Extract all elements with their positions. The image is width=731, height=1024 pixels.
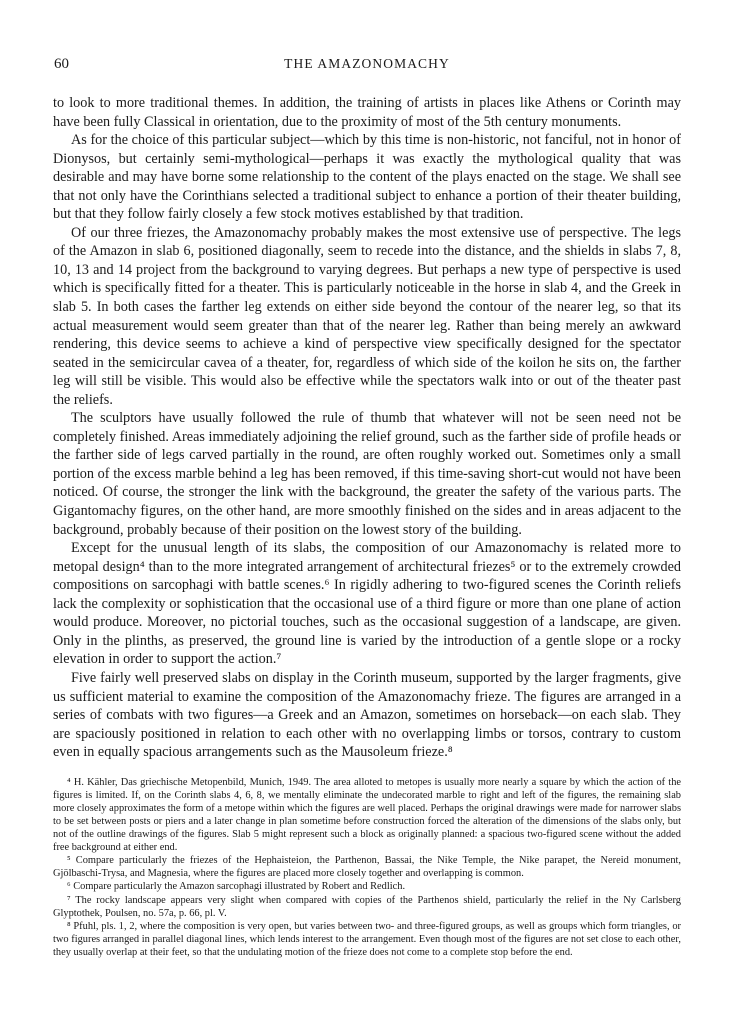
paragraph-perspective: Of our three friezes, the Amazonomachy probably makes the most extensive use of perspective. The legs of the Amazon in slab 6, positioned diagonally, seem to recede into the distance, and the shields in slabs 7, 8, 10, 13 and 14 project from the background to varying degrees. But perhaps a new type of perspective is used which is specifically fitted for a theater. This is particularly noticeable in the horse in slab 4, and the Greek in slab 5. In both cases the farther leg extends on either side beyond the contour of the nearer leg, so that its actual measurement would seem greater than that of the nearer leg. Rather than being merely an awkward rendering, this device seems to achieve a kind of perspective view specifically designed for the spectator seated in the semicircular cavea of a theater, for, regardless of which side of the koilon he sits on, the farther leg will still be visible. This would also be effective while the spectators walk into or out of the theater past the reliefs.	[53, 224, 681, 408]
footnote-8: ⁸ Pfuhl, pls. 1, 2, where the composition is very open, but varies between two- and three-figured groups, as well as groups which form triangles, or two figures arranged in parallel diagonal lines, which lends interest to the arrangement. Even though most of the figures are not set close to each other, they usually overlap at their feet, so that the undulating motion of the frieze does not come to a complete stop before the end.	[53, 920, 681, 958]
paragraph-finishing: The sculptors have usually followed the rule of thumb that whatever will not be seen need not be completely finished. Areas immediately adjoining the relief ground, such as the farther side of profile heads or the farther side of legs carved partially in the round, are often roughly worked out. Sometimes only a small portion of the excess marble behind a leg has been removed, if this time-saving short-cut would not have been noticed. Of course, the stronger the link with the background, the greater the safety of the various parts. The Gigantomachy figures, on the other hand, are more smoothly finished on the sides and in areas adjacent to the background, probably because of their position on the lowest story of the building.	[53, 410, 681, 538]
running-title: THE AMAZONOMACHY	[284, 56, 450, 71]
paragraph-composition: Except for the unusual length of its slabs, the composition of our Amazonomachy is related more to metopal design⁴ than to the more integrated arrangement of architectural friezes⁵ or to the extremely crowded compositions on sarcophagi with battle scenes.⁶ In rigidly adhering to two-figured scenes the Corinth reliefs lack the complexity or sophistication that the occasional use of a third figure or more than one plane of action would produce. Moreover, no pictorial touches, such as the occasional suggestion of a landscape, are given. Only in the plinths, as preserved, the ground line is varied by the introduction of a gentle slope or a rocky elevation in order to support the action.⁷	[53, 540, 681, 668]
footnote-5: ⁵ Compare particularly the friezes of the Hephaisteion, the Parthenon, Bassai, the Nike Temple, the Nike parapet, the Nereid monument, Gjölbaschi-Trysa, and Magnesia, where the figures are placed more closely together and overlapping is common.	[53, 855, 681, 880]
page-header	[53, 56, 681, 78]
footnote-7: ⁷ The rocky landscape appears very slight when compared with copies of the Parthenos shield, particularly the relief in the Ny Carlsberg Glyptothek, Poulsen, no. 57a, p. 66, pl. V.	[53, 894, 681, 919]
footnotes	[53, 776, 681, 959]
footnote-4: ⁴ H. Kähler, Das griechische Metopenbild, Munich, 1949. The area alloted to metopes is usually more nearly a square by which the action of the figures is limited. If, on the Corinth slabs 4, 6, 8, we mentally eliminate the undecorated marble to right and left of the figures, the remaining slab more closely approximates the form of a metope within which the figures are well placed. Perhaps the original drawings were made for narrower slabs to be set between posts or piers and a later change in plan sometime before construction forced the alteration of the dimensions of the slabs only, but not of the outline drawings of the figures. Slab 5 might represent such a block as originally planned: a spacious two-figured scene without the added free background at either end.	[53, 776, 681, 854]
footnote-6: ⁶ Compare particularly the Amazon sarcophagi illustrated by Robert and Redlich.	[67, 881, 406, 893]
body-text	[53, 94, 681, 762]
paragraph-slabs: Five fairly well preserved slabs on display in the Corinth museum, supported by the larger fragments, give us sufficient material to examine the composition of the Amazonomachy frieze. The figures are arranged in a series of combats with two figures—a Greek and an Amazon, sometimes on horseback—on each slab. They are spaciously positioned in relation to each other with no overlapping limbs or torsos, contrary to custom even in equally spacious arrangements such as the Mausoleum frieze.⁸	[53, 669, 681, 761]
paragraph-choice-of-subject: As for the choice of this particular subject—which by this time is non-historic, not fanciful, not in honor of Dionysos, but certainly semi-mythological—perhaps it was exactly the mythological quality that was desirable and may have borne some relationship to the content of the plays enacted on the stage. We shall see that not only have the Corinthians selected a traditional subject to enhance a portion of their theater building, but that they follow fairly closely a few stock motives established by that tradition.	[53, 132, 681, 223]
paragraph-continuation: to look to more traditional themes. In addition, the training of artists in places like Athens or Corinth may have been fully Classical in orientation, due to the proximity of most of the 5th century monuments.	[53, 95, 681, 130]
page-number: 60	[54, 56, 69, 72]
